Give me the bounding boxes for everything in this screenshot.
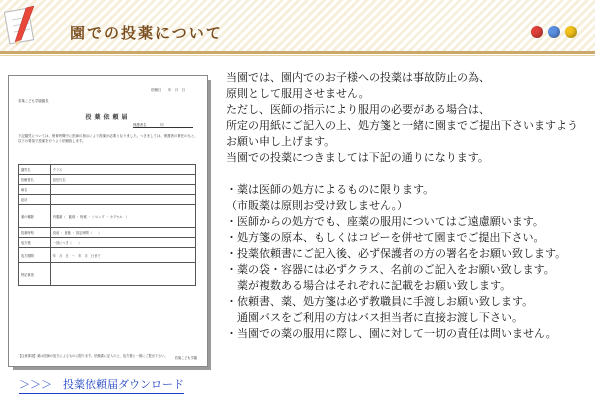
rule-line: 通園バスをご利用の方はバス担当者に直接お渡し下さい。 <box>226 311 523 324</box>
notepad-pencil-icon <box>4 4 40 48</box>
form-date: 依頼日 年 月 日 <box>151 88 185 92</box>
rule-line: ・医師からの処方でも、座薬の服用についてはご遠慮願います。 <box>226 215 544 228</box>
header-underline <box>0 51 595 54</box>
rule-line: ・依頼書、薬、処方箋は必ず教職員に手渡しお願い致します。 <box>226 295 534 308</box>
main-text <box>226 70 586 342</box>
form-addressee: 若葉こども学園園長 <box>18 99 49 103</box>
table-cell: 内服薬（ 錠剤 ・ 粉薬 ・ シロップ ・ カプセル ） <box>50 205 195 228</box>
rule-line: ・薬は医師の処方によるものに限ります。 <box>226 183 435 196</box>
rule-line: 薬が複数ある場合はそれぞれに記載をお願い致します。 <box>226 279 512 292</box>
intro-line: 当園では、園内でのお子様への投薬は事故防止の為、 <box>226 71 490 84</box>
rule-line: ・投薬依頼書にご記入後、必ず保護者の方の署名をお願い致します。 <box>226 247 567 260</box>
yellow-dot-icon <box>565 26 577 38</box>
red-dot-icon <box>531 26 543 38</box>
form-signature: 保護者名 印 <box>133 122 193 128</box>
table-cell: 一回につき（ ） <box>50 238 195 248</box>
table-cell: 薬の種類 <box>19 205 51 228</box>
table-cell: 症状 <box>19 195 51 205</box>
rule-line: ・処方箋の原本、もしくはコピーを併せて園までご提出下さい。 <box>226 231 545 244</box>
form-title: 投薬依頼届 <box>85 114 131 121</box>
form-notes: 【注意事項】薬は医師の処方によるものに限ります。依頼書に記入の上、処方箋と一緒にご提出下さい。 <box>18 354 168 358</box>
rule-line: ・当園での薬の服用に際し、園に対して一切の責任は問いません。 <box>226 327 557 340</box>
download-form-link[interactable]: ＞＞＞ 投薬依頼届ダウンロード <box>19 376 184 394</box>
form-footer: 若葉こども学園 <box>174 356 197 360</box>
table-cell: 担任氏名 <box>50 175 195 185</box>
table-cell: 処方箋 <box>19 238 51 248</box>
form-table <box>18 164 196 286</box>
form-paragraph: 下記園児については、保育時間中に医師の指示により投薬が必要となりました。つきましては、保護者の責任のもと、以下の要領で投薬を行うよう依頼致します。 <box>18 134 198 143</box>
blue-dot-icon <box>548 26 560 38</box>
table-row <box>19 185 196 195</box>
table-cell <box>50 195 195 205</box>
table-row <box>19 205 196 228</box>
table-row <box>19 165 196 175</box>
table-cell <box>50 263 195 286</box>
header-dots <box>531 26 577 38</box>
table-cell: 食前 ・ 食後 ・ 指定時間（ ） <box>50 228 195 238</box>
intro-line: 原則として服用させません。 <box>226 87 370 100</box>
table-cell: 園児名 <box>19 165 51 175</box>
page-title: 園での投薬について <box>70 24 223 42</box>
table-row <box>19 263 196 286</box>
spacer <box>226 166 586 182</box>
table-row <box>19 228 196 238</box>
table-cell: 特記事項 <box>19 263 51 286</box>
table-cell: 処方期間 <box>19 248 51 263</box>
rule-line: （市販薬は原則お受け致しません。） <box>226 199 409 212</box>
table-cell: 投薬時刻 <box>19 228 51 238</box>
table-row <box>19 248 196 263</box>
intro-line: 所定の用紙にご記入の上、処方箋と一緒に園までご提出下さいますよう <box>226 119 578 132</box>
table-cell: 依頼者名 <box>19 175 51 185</box>
intro-line: お願い申し上げます。 <box>226 135 336 148</box>
table-cell: 病名 <box>19 185 51 195</box>
table-row <box>19 175 196 185</box>
table-cell: クラス <box>50 165 195 175</box>
medication-form-thumbnail <box>8 75 208 367</box>
table-row <box>19 238 196 248</box>
table-row <box>19 195 196 205</box>
table-cell: 年 月 日 〜 年 月 日まで <box>50 248 195 263</box>
header-underline-thin <box>0 55 595 56</box>
table-cell <box>50 185 195 195</box>
intro-line: ただし、医師の指示により服用の必要がある場合は、 <box>226 103 490 116</box>
intro-line: 当園での投薬につきましては下記の通りになります。 <box>226 151 489 164</box>
rule-line: ・薬の袋・容器には必ずクラス、名前のご記入をお願い致します。 <box>226 263 555 276</box>
page-header <box>0 0 595 58</box>
